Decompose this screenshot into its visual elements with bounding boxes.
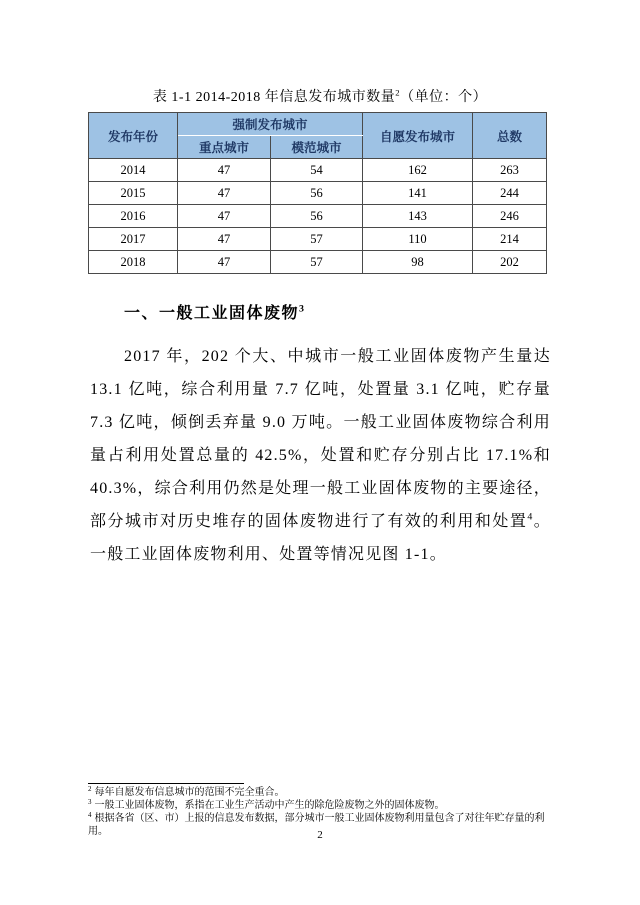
table-row [89, 228, 547, 251]
header-row-1 [89, 113, 547, 136]
section-heading-text: 一、一般工业固体废物 [124, 305, 300, 322]
city-count-table [88, 112, 547, 274]
footnote-text: 每年自愿发布信息城市的范围不完全重合。 [94, 787, 285, 798]
cell-year: 2016 [89, 205, 178, 228]
col-header-key-city: 重点城市 [178, 136, 271, 159]
footnote-text: 根据各省（区、市）上报的信息发布数据，部分城市一般工业固体废物利用量包含了对往年贮存量的利用。 [88, 813, 545, 837]
cell-key-city: 47 [178, 205, 271, 228]
section-heading [124, 300, 305, 323]
cell-model-city: 54 [271, 159, 363, 182]
cell-key-city: 47 [178, 182, 271, 205]
cell-model-city: 56 [271, 182, 363, 205]
col-header-mandatory-group: 强制发布城市 [178, 113, 363, 136]
cell-total: 202 [473, 251, 547, 274]
table-body [89, 159, 547, 274]
page-number: 2 [317, 829, 323, 841]
cell-total: 244 [473, 182, 547, 205]
cell-voluntary: 98 [363, 251, 473, 274]
col-header-total: 总数 [473, 113, 547, 159]
cell-model-city: 56 [271, 205, 363, 228]
table-caption [0, 86, 640, 106]
footnote-text: 一般工业固体废物，系指在工业生产活动中产生的除危险废物之外的固体废物。 [94, 800, 445, 811]
cell-total: 263 [473, 159, 547, 182]
cell-voluntary: 141 [363, 182, 473, 205]
footnote-marker: 4 [88, 810, 92, 819]
table-row [89, 182, 547, 205]
table-caption-text: 表 1-1 2014-2018 年信息发布城市数量 [152, 90, 396, 105]
cell-key-city: 47 [178, 251, 271, 274]
cell-key-city: 47 [178, 159, 271, 182]
paragraph-text-2: 。一般工业固体废物利用、处置等情况见图 1-1。 [90, 513, 551, 563]
footnote [88, 799, 562, 812]
cell-model-city: 57 [271, 228, 363, 251]
footnote-separator [88, 783, 244, 784]
paragraph-text-1: 2017 年，202 个大、中城市一般工业固体废物产生量达 13.1 亿吨，综合利用量 7.7 亿吨，处置量 3.1 亿吨，贮存量 7.3 亿吨，倾倒丢弃量 9.0 万吨。一般工业固体废物综合利用量占利用处置总量的 42.5%，处置和贮存分别占比 17.1%和 40.3%，综合利用仍然是处理一般工业固体废物的主要途径，部分城市对历史堆存的固体废物进行了有效的利用和处置 [90, 348, 551, 530]
table-header [89, 113, 547, 159]
col-header-voluntary: 自愿发布城市 [363, 113, 473, 159]
footnote-marker: 2 [88, 784, 92, 793]
section-footnote-ref: 3 [299, 303, 306, 315]
cell-total: 214 [473, 228, 547, 251]
cell-year: 2018 [89, 251, 178, 274]
table-row [89, 205, 547, 228]
table-row [89, 159, 547, 182]
table-caption-unit: （单位：个） [400, 90, 488, 105]
body-paragraph [90, 340, 551, 571]
paragraph-footnote-ref: 4 [527, 511, 534, 523]
cell-model-city: 57 [271, 251, 363, 274]
cell-total: 246 [473, 205, 547, 228]
footnote [88, 786, 562, 799]
cell-year: 2017 [89, 228, 178, 251]
cell-voluntary: 143 [363, 205, 473, 228]
col-header-year: 发布年份 [89, 113, 178, 159]
caption-footnote-ref: 2 [395, 87, 401, 98]
cell-voluntary: 162 [363, 159, 473, 182]
cell-key-city: 47 [178, 228, 271, 251]
cell-voluntary: 110 [363, 228, 473, 251]
cell-year: 2014 [89, 159, 178, 182]
cell-year: 2015 [89, 182, 178, 205]
footnote-marker: 3 [88, 797, 92, 806]
col-header-model-city: 模范城市 [271, 136, 363, 159]
table-row [89, 251, 547, 274]
